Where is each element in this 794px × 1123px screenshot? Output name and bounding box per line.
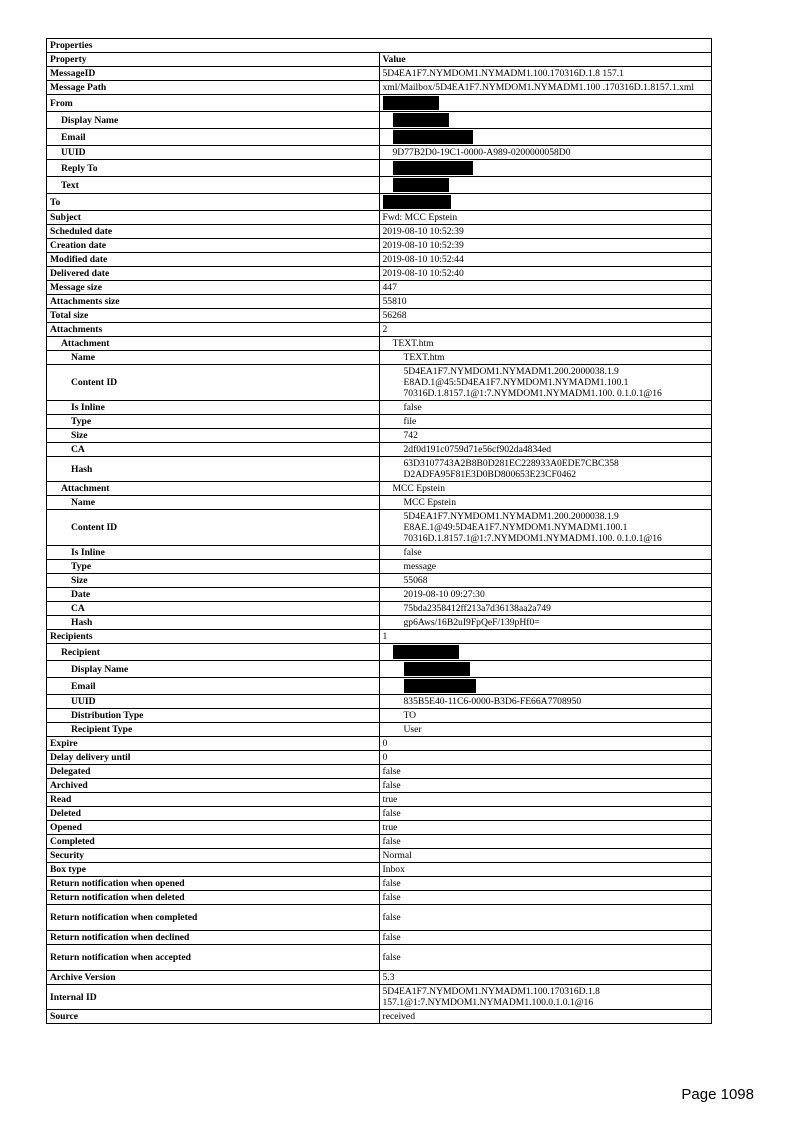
property-value: 63D3107743A2B8B0D281EC228933A0EDE7CBC358 D2ADFA95F81E3D0BD800653E23CF0462	[379, 457, 712, 482]
table-row	[47, 95, 712, 112]
property-value: 5D4EA1F7.NYMDOM1.NYMADM1.100.170316D.1.8 157.1@1:7.NYMDOM1.NYMADM1.100.0.1.0.1@16	[379, 985, 712, 1010]
property-name: Security	[47, 849, 380, 863]
property-name: Message size	[47, 281, 380, 295]
table-row	[47, 194, 712, 211]
property-name: Content ID	[47, 510, 380, 546]
property-name: Archive Version	[47, 971, 380, 985]
property-name: Type	[47, 415, 380, 429]
property-name: Attachment	[47, 337, 380, 351]
table-row	[47, 765, 712, 779]
table-row	[47, 323, 712, 337]
property-value	[379, 365, 712, 401]
redaction-block	[404, 662, 470, 676]
table-row	[47, 821, 712, 835]
property-name: CA	[47, 602, 380, 616]
table-row	[47, 793, 712, 807]
property-value: 2df0d191c0759d71e56cf902da4834ed	[379, 443, 712, 457]
property-value	[379, 95, 712, 112]
table-row	[47, 365, 712, 401]
property-value: received	[379, 1010, 712, 1024]
property-value: 2019-08-10 10:52:39	[379, 225, 712, 239]
property-value	[379, 194, 712, 211]
table-row	[47, 891, 712, 905]
table-row	[47, 695, 712, 709]
table-row	[47, 351, 712, 365]
property-value: TO	[379, 709, 712, 723]
table-row	[47, 415, 712, 429]
table-row	[47, 723, 712, 737]
table-row	[47, 931, 712, 945]
property-name: Hash	[47, 457, 380, 482]
table-row	[47, 253, 712, 267]
table-header-row	[47, 53, 712, 67]
property-name: Size	[47, 429, 380, 443]
property-name: To	[47, 194, 380, 211]
property-value	[379, 129, 712, 146]
property-name: Size	[47, 574, 380, 588]
value-line: 5D4EA1F7.NYMDOM1.NYMADM1.200.2000038.1.9	[403, 366, 619, 377]
table-row	[47, 644, 712, 661]
redaction-block	[393, 178, 449, 192]
property-value: 0	[379, 737, 712, 751]
redaction-block	[393, 645, 459, 659]
property-value: false	[379, 931, 712, 945]
page-number: Page 1098	[681, 1086, 754, 1103]
property-value: xml/Mailbox/5D4EA1F7.NYMDOM1.NYMADM1.100 .170316D.1.8157.1.xml	[379, 81, 712, 95]
table-row	[47, 429, 712, 443]
property-column-header: Property	[47, 53, 380, 67]
property-value	[379, 678, 712, 695]
property-value: 2019-08-10 10:52:40	[379, 267, 712, 281]
property-name: Creation date	[47, 239, 380, 253]
property-name: Attachments	[47, 323, 380, 337]
table-row	[47, 574, 712, 588]
table-row	[47, 482, 712, 496]
property-name: Display Name	[47, 112, 380, 129]
table-row	[47, 661, 712, 678]
property-value	[379, 177, 712, 194]
table-title: Properties	[47, 39, 712, 53]
property-name: Recipient	[47, 644, 380, 661]
property-value	[379, 160, 712, 177]
property-name: UUID	[47, 695, 380, 709]
table-row	[47, 81, 712, 95]
table-row	[47, 112, 712, 129]
table-row	[47, 337, 712, 351]
table-row	[47, 863, 712, 877]
property-value: false	[379, 877, 712, 891]
property-name: Return notification when accepted	[47, 945, 380, 971]
table-row	[47, 985, 712, 1010]
property-value: 835B5E40-11C6-0000-B3D6-FE66A7708950	[379, 695, 712, 709]
value-line: E8AD.1@45:5D4EA1F7.NYMDOM1.NYMADM1.100.1	[403, 377, 629, 388]
property-value: TEXT.htm	[379, 351, 712, 365]
table-row	[47, 401, 712, 415]
property-name: Recipient Type	[47, 723, 380, 737]
property-value	[379, 510, 712, 546]
value-line: 5D4EA1F7.NYMDOM1.NYMADM1.200.2000038.1.9	[403, 511, 619, 522]
property-value: false	[379, 945, 712, 971]
table-title-row	[47, 39, 712, 53]
property-name: Attachments size	[47, 295, 380, 309]
table-row	[47, 239, 712, 253]
property-name: Source	[47, 1010, 380, 1024]
redaction-block	[383, 195, 451, 209]
property-value: 5.3	[379, 971, 712, 985]
table-row	[47, 211, 712, 225]
property-name: UUID	[47, 146, 380, 160]
property-value: 0	[379, 751, 712, 765]
table-row	[47, 160, 712, 177]
property-value: message	[379, 560, 712, 574]
table-row	[47, 267, 712, 281]
table-row	[47, 1010, 712, 1024]
property-value: true	[379, 793, 712, 807]
table-row	[47, 945, 712, 971]
property-value: TEXT.htm	[379, 337, 712, 351]
table-row	[47, 146, 712, 160]
table-row	[47, 602, 712, 616]
property-name: Internal ID	[47, 985, 380, 1010]
property-value: Fwd: MCC Epstein	[379, 211, 712, 225]
property-name: MessageID	[47, 67, 380, 81]
value-line: 70316D.1.8157.1@1:7.NYMDOM1.NYMADM1.100. 0.1.0.1@16	[403, 388, 662, 399]
table-row	[47, 496, 712, 510]
property-name: Opened	[47, 821, 380, 835]
property-value: 2019-08-10 09:27:30	[379, 588, 712, 602]
property-value: Inbox	[379, 863, 712, 877]
property-name: Reply To	[47, 160, 380, 177]
table-row	[47, 457, 712, 482]
property-value: 55810	[379, 295, 712, 309]
redaction-block	[393, 130, 473, 144]
property-name: Archived	[47, 779, 380, 793]
table-row	[47, 751, 712, 765]
property-value: 1	[379, 630, 712, 644]
property-value: 2019-08-10 10:52:44	[379, 253, 712, 267]
table-row	[47, 225, 712, 239]
table-row	[47, 177, 712, 194]
property-name: Return notification when opened	[47, 877, 380, 891]
property-name: Delegated	[47, 765, 380, 779]
property-name: Content ID	[47, 365, 380, 401]
table-row	[47, 546, 712, 560]
property-value	[379, 661, 712, 678]
property-value: User	[379, 723, 712, 737]
property-name: Expire	[47, 737, 380, 751]
table-row	[47, 849, 712, 863]
table-row	[47, 67, 712, 81]
property-value: 447	[379, 281, 712, 295]
property-name: From	[47, 95, 380, 112]
table-row	[47, 281, 712, 295]
table-row	[47, 905, 712, 931]
value-line: E8AE.1@49:5D4EA1F7.NYMDOM1.NYMADM1.100.1	[403, 522, 628, 533]
property-value: false	[379, 905, 712, 931]
table-row	[47, 779, 712, 793]
property-name: Recipients	[47, 630, 380, 644]
table-row	[47, 443, 712, 457]
value-line: 70316D.1.8157.1@1:7.NYMDOM1.NYMADM1.100. 0.1.0.1@16	[403, 533, 662, 544]
redaction-block	[404, 679, 476, 693]
table-row	[47, 630, 712, 644]
property-name: Distribution Type	[47, 709, 380, 723]
property-value	[379, 644, 712, 661]
properties-table	[46, 38, 712, 1024]
property-value: false	[379, 546, 712, 560]
property-name: Delay delivery until	[47, 751, 380, 765]
property-name: Delivered date	[47, 267, 380, 281]
table-row	[47, 971, 712, 985]
property-name: Return notification when declined	[47, 931, 380, 945]
property-value: false	[379, 835, 712, 849]
property-name: Modified date	[47, 253, 380, 267]
property-value: MCC Epstein	[379, 482, 712, 496]
property-name: Attachment	[47, 482, 380, 496]
table-row	[47, 877, 712, 891]
property-name: Total size	[47, 309, 380, 323]
table-row	[47, 309, 712, 323]
redaction-block	[393, 161, 473, 175]
property-value: gp6Aws/16B2uI9FpQeF/139pHf0=	[379, 616, 712, 630]
property-value: 55068	[379, 574, 712, 588]
property-value: Normal	[379, 849, 712, 863]
property-value: false	[379, 891, 712, 905]
property-value: 2019-08-10 10:52:39	[379, 239, 712, 253]
property-value: file	[379, 415, 712, 429]
property-value: false	[379, 779, 712, 793]
table-row	[47, 616, 712, 630]
property-value: true	[379, 821, 712, 835]
property-name: Email	[47, 678, 380, 695]
property-name: Return notification when deleted	[47, 891, 380, 905]
redaction-block	[383, 96, 439, 110]
property-name: Name	[47, 351, 380, 365]
table-row	[47, 807, 712, 821]
property-name: Completed	[47, 835, 380, 849]
property-name: Text	[47, 177, 380, 194]
property-value: MCC Epstein	[379, 496, 712, 510]
property-name: Scheduled date	[47, 225, 380, 239]
property-name: Message Path	[47, 81, 380, 95]
property-value: 742	[379, 429, 712, 443]
property-name: Hash	[47, 616, 380, 630]
table-row	[47, 737, 712, 751]
property-name: Email	[47, 129, 380, 146]
table-row	[47, 678, 712, 695]
table-row	[47, 295, 712, 309]
property-name: Type	[47, 560, 380, 574]
table-row	[47, 588, 712, 602]
property-name: CA	[47, 443, 380, 457]
property-value: false	[379, 765, 712, 779]
property-name: Is Inline	[47, 546, 380, 560]
property-name: Date	[47, 588, 380, 602]
table-row	[47, 129, 712, 146]
property-name: Read	[47, 793, 380, 807]
table-row	[47, 510, 712, 546]
property-value: 56268	[379, 309, 712, 323]
property-value: false	[379, 807, 712, 821]
property-name: Subject	[47, 211, 380, 225]
property-name: Deleted	[47, 807, 380, 821]
property-value: 75bda2358412ff213a7d36138aa2a749	[379, 602, 712, 616]
property-name: Is Inline	[47, 401, 380, 415]
table-row	[47, 709, 712, 723]
property-name: Display Name	[47, 661, 380, 678]
property-name: Return notification when completed	[47, 905, 380, 931]
property-name: Box type	[47, 863, 380, 877]
table-row	[47, 560, 712, 574]
property-name: Name	[47, 496, 380, 510]
table-row	[47, 835, 712, 849]
redaction-block	[393, 113, 449, 127]
property-value	[379, 112, 712, 129]
property-value: false	[379, 401, 712, 415]
property-value: 5D4EA1F7.NYMDOM1.NYMADM1.100.170316D.1.8 157.1	[379, 67, 712, 81]
value-column-header: Value	[379, 53, 712, 67]
property-value: 2	[379, 323, 712, 337]
property-value: 9D77B2D0-19C1-0000-A989-0200000058D0	[379, 146, 712, 160]
